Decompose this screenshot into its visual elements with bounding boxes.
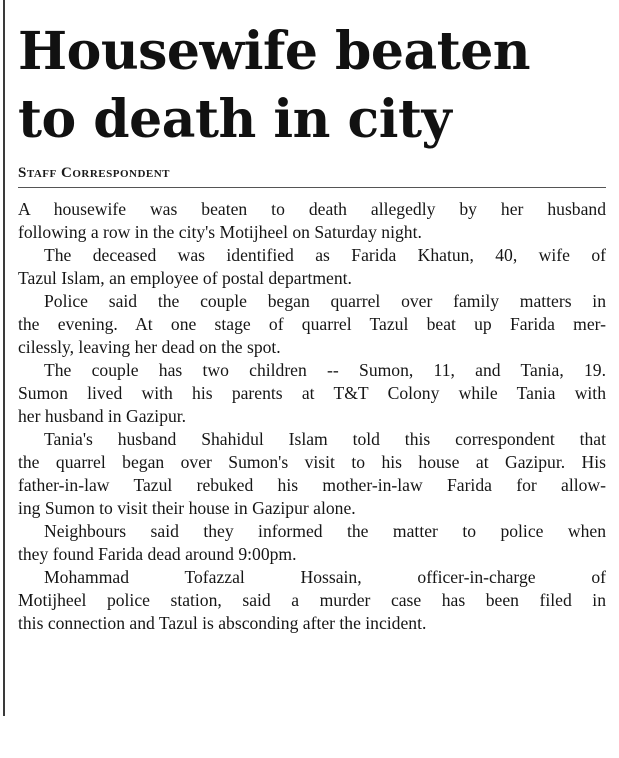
headline-line: Housewife beaten [18, 21, 531, 82]
article-paragraph [18, 290, 606, 359]
paragraph-line: her husband in Gazipur. [18, 406, 187, 426]
paragraph-line: following a row in the city's Motijheel on Saturday night. [18, 222, 422, 242]
article-paragraph [18, 198, 606, 244]
paragraph-line: The couple has two children -- Sumon, 11, and Tania, 19. [44, 360, 606, 380]
article-paragraph [18, 566, 606, 635]
paragraph-line: father-in-law Tazul rebuked his mother-in-law Farida for allow- [18, 475, 606, 495]
paragraph-line: Police said the couple began quarrel over family matters in [44, 291, 606, 311]
article-paragraph [18, 244, 606, 290]
paragraph-line: this connection and Tazul is absconding after the incident. [18, 613, 427, 633]
paragraph-line: The deceased was identified as Farida Khatun, 40, wife of [44, 245, 606, 265]
paragraph-line: they found Farida dead around 9:00pm. [18, 544, 297, 564]
article-paragraph [18, 428, 606, 520]
paragraph-line: the quarrel began over Sumon's visit to his house at Gazipur. His [18, 452, 606, 472]
headline-line: to death in city [18, 89, 452, 150]
article-paragraph [18, 520, 606, 566]
byline-divider [18, 187, 606, 188]
paragraph-line: ing Sumon to visit their house in Gazipur alone. [18, 498, 356, 518]
paragraph-line: Neighbours said they informed the matter to police when [44, 521, 606, 541]
paragraph-line: Mohammad Tofazzal Hossain, officer-in-charge of [44, 567, 606, 587]
paragraph-line: A housewife was beaten to death allegedly by her husband [18, 199, 606, 219]
paragraph-line: the evening. At one stage of quarrel Tazul beat up Farida mer- [18, 314, 606, 334]
article-paragraph [18, 359, 606, 428]
paragraph-line: Tania's husband Shahidul Islam told this correspondent that [44, 429, 606, 449]
paragraph-line: cilessly, leaving her dead on the spot. [18, 337, 281, 357]
news-article [18, 18, 606, 635]
paragraph-line: Motijheel police station, said a murder case has been filed in [18, 590, 606, 610]
paragraph-line: Tazul Islam, an employee of postal department. [18, 268, 352, 288]
article-body [18, 198, 606, 635]
paragraph-line: Sumon lived with his parents at T&T Colony while Tania with [18, 383, 606, 403]
headline [18, 18, 606, 154]
column-rule [3, 0, 5, 716]
byline: Staff Correspondent [18, 165, 171, 181]
